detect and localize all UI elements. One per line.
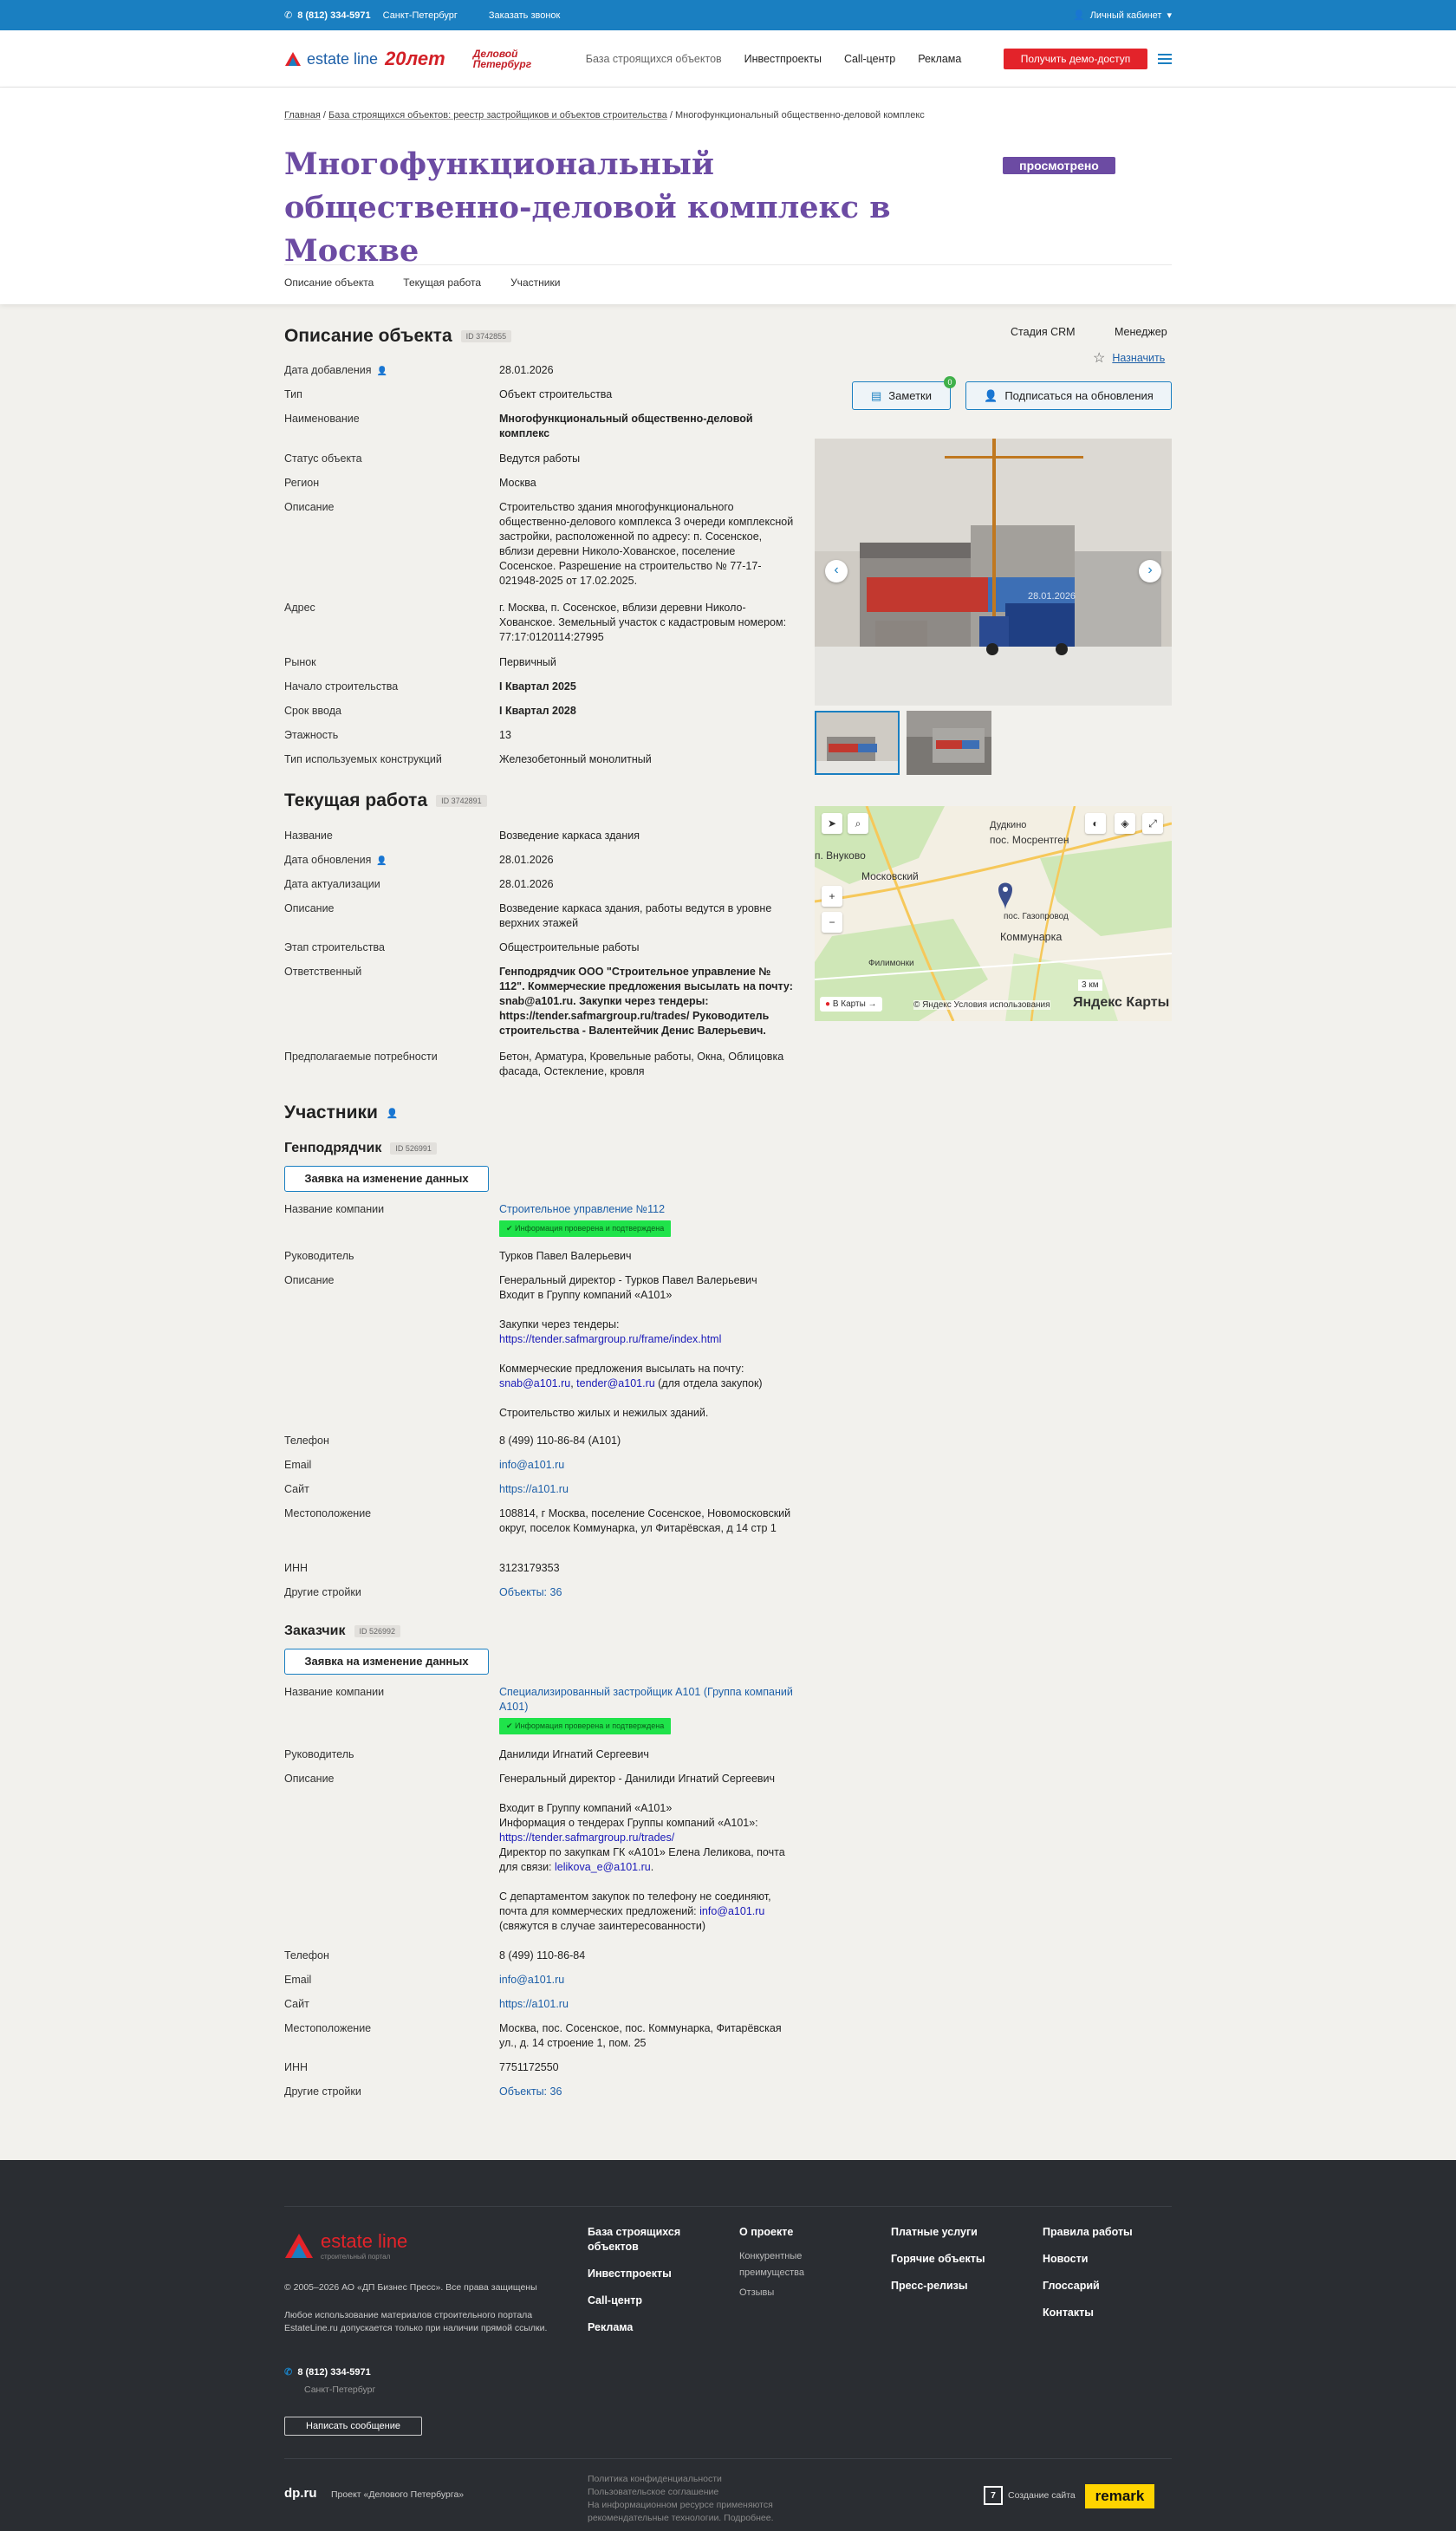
row-label: Руководитель: [284, 1748, 354, 1760]
photo-prev-button[interactable]: ‹: [825, 560, 848, 582]
site-logo[interactable]: [284, 48, 445, 70]
verified-text: Информация проверена и подтверждена: [515, 1721, 665, 1730]
general-company-link[interactable]: Строительное управление №112: [499, 1203, 666, 1215]
menu-icon[interactable]: [1158, 54, 1172, 64]
desc-line: (свяжутся в случае заинтересованности): [499, 1920, 705, 1932]
row-label: Тип используемых конструкций: [284, 753, 442, 765]
object-id: ID 3742855: [461, 330, 512, 342]
footer-link[interactable]: Реклама: [588, 2321, 634, 2333]
footer-legal: [588, 2473, 813, 2525]
footer-link[interactable]: Горячие объекты: [891, 2253, 985, 2265]
nav-base[interactable]: База строящихся объектов: [585, 53, 722, 65]
row-value: Ведутся работы: [499, 452, 581, 465]
row-label: Дата обновления: [284, 854, 372, 866]
row-value: г. Москва, п. Сосенское, вблизи деревни Николо-Хованское. Земельный участок с кадастровым номером: 77:17:0120114:27995: [499, 602, 787, 643]
footer-link[interactable]: О проекте: [739, 2226, 794, 2238]
row-label: Название: [284, 830, 333, 842]
footer-link[interactable]: Платные услуги: [891, 2226, 978, 2238]
row-value: Первичный: [499, 656, 556, 668]
tender-link[interactable]: https://tender.safmargroup.ru/trades/: [499, 1832, 675, 1844]
creator-text: Создание сайта: [1008, 2490, 1076, 2501]
row-label: Руководитель: [284, 1250, 354, 1262]
desc-line: Коммерческие предложения высылать на почту:: [499, 1363, 744, 1375]
footer-logo[interactable]: [284, 2230, 407, 2261]
row-value: Турков Павел Валерьевич: [499, 1250, 632, 1262]
row-label: Описание: [284, 501, 335, 513]
verified-badge: ✔ Информация проверена и подтверждена: [499, 1220, 671, 1237]
row-label: Описание: [284, 1773, 335, 1785]
star-icon[interactable]: ☆: [1093, 351, 1106, 366]
row-value: Железобетонный монолитный: [499, 753, 652, 765]
row-value: Данилиди Игнатий Сергеевич: [499, 1748, 649, 1760]
map-scale: 3 км: [1078, 979, 1102, 991]
row-value: 28.01.2026: [499, 364, 554, 376]
general-title: [284, 1141, 437, 1156]
person-icon: 👤: [376, 367, 387, 376]
notes-count-badge: 0: [944, 376, 956, 388]
row-label: Срок ввода: [284, 705, 341, 717]
row-label: Дата добавления: [284, 364, 372, 376]
zoom-out-button[interactable]: −: [822, 912, 842, 933]
open-in-maps-button[interactable]: [820, 997, 882, 1012]
user-icon: 👤: [1073, 10, 1085, 21]
footer-phone[interactable]: [284, 2366, 371, 2378]
footer-notice: Любое использование материалов строительного портала EstateLine.ru допускается только при наличии прямой ссылки.: [284, 2310, 548, 2333]
row-value: Генподрядчик ООО "Строительное управление № 112". Коммерческие предложения высылать на почту: snab@a101.ru. Закупки через тендеры: https://tender.safmargroup.ru/trades/ Руководитель строительства - Валентейчик Денис Валерьевич.: [499, 966, 793, 1037]
desc-line: Закупки через тендеры:: [499, 1318, 620, 1331]
dp-text: Проект «Делового Петербурга»: [331, 2489, 465, 2500]
work-id: ID 3742891: [436, 795, 487, 807]
participants-section-title: [284, 1103, 399, 1123]
tender-email-link[interactable]: tender@a101.ru: [576, 1377, 655, 1389]
request-change-button[interactable]: Заявка на изменение данных: [284, 1649, 489, 1675]
row-label: Сайт: [284, 1998, 309, 2010]
info-email-link[interactable]: info@a101.ru: [699, 1905, 765, 1917]
footer-link[interactable]: Пресс-релизы: [891, 2280, 968, 2292]
row-label: Наименование: [284, 413, 360, 425]
row-label: Другие стройки: [284, 2085, 361, 2098]
top-phone[interactable]: 8 (812) 334-5971: [297, 10, 371, 21]
row-value: Бетон, Арматура, Кровельные работы, Окна, Облицовка фасада, Остекление, кровля: [499, 1051, 784, 1077]
verified-badge: ✔ Информация проверена и подтверждена: [499, 1718, 671, 1734]
footer-link[interactable]: Конкурентные преимущества: [739, 2251, 804, 2278]
footer-divider: [284, 2206, 1172, 2207]
row-value: 28.01.2026: [499, 854, 554, 866]
map-label: Московский: [861, 870, 919, 882]
privacy-link[interactable]: Политика конфиденциальности: [588, 2474, 722, 2484]
creator-link[interactable]: [984, 2486, 1076, 2505]
row-label: Ответственный: [284, 966, 362, 978]
assign-link[interactable]: [1093, 349, 1165, 367]
breadcrumb: Главная / База строящихся объектов: реестр застройщиков и объектов строительства / Многофункциональный общественно-деловой комплекс: [284, 110, 925, 120]
footer-link[interactable]: Новости: [1043, 2253, 1089, 2265]
map-terms[interactable]: © Яндекс Условия использования: [913, 1000, 1050, 1010]
email-link[interactable]: info@a101.ru: [499, 1974, 565, 1986]
row-value: Объект строительства: [499, 388, 613, 400]
object-section-title: [284, 326, 511, 347]
cabinet-label: Личный кабинет: [1089, 10, 1162, 21]
page-title: Многофункциональный общественно-деловой комплекс в Москве: [284, 146, 891, 269]
row-value: I Квартал 2025: [499, 680, 576, 693]
request-change-button[interactable]: Заявка на изменение данных: [284, 1166, 489, 1192]
section-tabs: [284, 264, 1172, 289]
footer-divider: [284, 2458, 1172, 2459]
manager-label: Менеджер: [1115, 326, 1167, 338]
map-label: Дудкино: [990, 820, 1027, 830]
work-section-title: [284, 791, 487, 811]
map-pin-icon: ●: [825, 999, 831, 1009]
email-link[interactable]: info@a101.ru: [499, 1459, 565, 1471]
partner-logo[interactable]: Деловой Петербург: [472, 48, 532, 70]
traffic-icon[interactable]: ◐: [1085, 813, 1106, 834]
customer-title: [284, 1623, 400, 1639]
row-label: Другие стройки: [284, 1586, 361, 1598]
row-label: Email: [284, 1974, 312, 1986]
verified-text: Информация проверена и подтверждена: [515, 1224, 665, 1233]
snab-email-link[interactable]: snab@a101.ru: [499, 1377, 571, 1389]
viewed-badge: просмотрено: [1003, 157, 1115, 174]
crm-stage[interactable]: Стадия CRM: [1011, 326, 1076, 338]
demo-button[interactable]: Получить демо-доступ: [1004, 49, 1147, 69]
footer-link[interactable]: Правила работы: [1043, 2226, 1133, 2238]
zoom-in-button[interactable]: +: [822, 886, 842, 907]
site-header: [0, 30, 1456, 88]
row-value: Москва: [499, 477, 536, 489]
row-label: Регион: [284, 477, 320, 489]
footer-col-1: [588, 2225, 718, 2335]
desc-line: С департаментом закупок по телефону не соединяют, почта для коммерческих предложений:: [499, 1890, 771, 1917]
customer-company-link[interactable]: Специализированный застройщик А101 (Группа компаний А101): [499, 1686, 793, 1713]
row-label: Статус объекта: [284, 452, 362, 465]
row-value: I Квартал 2028: [499, 705, 576, 717]
footer-link[interactable]: Глоссарий: [1043, 2280, 1100, 2292]
main-nav: [586, 53, 962, 65]
row-value: 8 (499) 110-86-84: [499, 1949, 586, 1962]
row-label: Название компании: [284, 1203, 385, 1215]
customer-id: ID 526992: [354, 1625, 401, 1637]
desc-line: (для отдела закупок): [654, 1377, 763, 1389]
row-value: Строительство здания многофункционального общественно-делового комплекса 3 очереди комплексной застройки, расположенной по адресу: п. Сосенское, вблизи деревни Николо-Хованское, поселение Сосенское. Разрешение на строительство № 77-17-021948-2025 от 17.02.2025.: [499, 501, 794, 587]
row-label: Местоположение: [284, 1507, 372, 1519]
row-value: 3123179353: [499, 1562, 560, 1574]
row-value: Москва, пос. Сосенское, пос. Коммунарка, Фитарёвская ул., д. 14 строение 1, пом. 25: [499, 2022, 782, 2049]
person-icon: 👤: [376, 856, 387, 866]
remark-logo[interactable]: remark: [1085, 2484, 1154, 2508]
house-logo-icon: [284, 51, 302, 67]
footer-copyright: © 2005–2026 АО «ДП Бизнес Пресс». Все права защищены: [284, 2282, 537, 2293]
search-icon[interactable]: ⌕: [848, 813, 868, 834]
layers-icon[interactable]: ◈: [1115, 813, 1135, 834]
tab-object[interactable]: Описание объекта: [284, 277, 374, 289]
chevron-down-icon: ▾: [1167, 10, 1172, 21]
row-value: Многофункциональный общественно-деловой комплекс: [499, 413, 753, 439]
photo-thumb-1[interactable]: [815, 711, 900, 775]
terms-link[interactable]: Пользовательское соглашение: [588, 2487, 719, 2497]
desc-line: Директор по закупкам ГК «А101» Елена Леликова, почта для связи:: [499, 1846, 785, 1873]
footer-link[interactable]: База строящихся объектов: [588, 2226, 681, 2253]
general-description: [499, 1273, 794, 1421]
notes-button[interactable]: [852, 381, 951, 410]
row-label: Этап строительства: [284, 941, 385, 953]
map-label: пос. Газопровод: [1004, 912, 1069, 921]
legal-text: На информационном ресурсе применяются: [588, 2500, 773, 2510]
location-map[interactable]: [815, 806, 1172, 1021]
logo-years: 20лет: [385, 48, 445, 69]
construction-photo: [815, 439, 1172, 706]
nav-ads[interactable]: Реклама: [918, 53, 962, 65]
row-label: Начало строительства: [284, 680, 399, 693]
row-value: 8 (499) 110-86-84 (А101): [499, 1435, 621, 1447]
photo-thumb-2[interactable]: [907, 711, 991, 775]
hero-block: [0, 88, 1456, 304]
site-link[interactable]: https://a101.ru: [499, 1483, 569, 1495]
row-label: Название компании: [284, 1686, 385, 1698]
general-id: ID 526991: [390, 1142, 437, 1155]
row-label: Телефон: [284, 1949, 329, 1962]
row-label: Телефон: [284, 1435, 329, 1447]
nav-callcenter[interactable]: Call-центр: [843, 53, 896, 65]
footer-col-3: [891, 2225, 1021, 2294]
desc-line: Входит в Группу компаний «А101»: [499, 1802, 673, 1814]
row-label: Этажность: [284, 729, 339, 741]
row-value: 13: [499, 729, 511, 741]
phone-icon: ✆: [284, 2367, 293, 2378]
creator-logo-icon: 7: [984, 2486, 1003, 2505]
site-link[interactable]: https://a101.ru: [499, 1998, 569, 2010]
customer-title-text: Заказчик: [284, 1623, 346, 1638]
phone-icon: ✆: [284, 10, 293, 21]
lelikova-email-link[interactable]: lelikova_e@a101.ru: [555, 1861, 651, 1873]
subscribe-button[interactable]: [965, 381, 1172, 410]
locate-icon[interactable]: ➤: [822, 813, 842, 834]
breadcrumb-current: Многофункциональный общественно-деловой комплекс: [674, 110, 925, 120]
footer-link[interactable]: Отзывы: [739, 2287, 775, 2298]
object-photo[interactable]: [815, 439, 1172, 706]
assign-label: Назначить: [1112, 352, 1166, 364]
row-value: 28.01.2026: [499, 878, 554, 890]
row-label: ИНН: [284, 1562, 309, 1574]
person-icon: 👤: [386, 1108, 399, 1119]
desc-separator: ,: [570, 1377, 577, 1389]
row-label: Email: [284, 1459, 312, 1471]
breadcrumb-home[interactable]: Главная: [284, 110, 321, 120]
cabinet-link[interactable]: [1073, 10, 1172, 21]
write-message-button[interactable]: Написать сообщение: [284, 2417, 422, 2436]
fullscreen-icon[interactable]: ⤢: [1142, 813, 1163, 834]
breadcrumb-base[interactable]: База строящихся объектов: реестр застройщиков и объектов строительства: [328, 110, 667, 120]
row-label: Сайт: [284, 1483, 309, 1495]
photo-date: 28.01.2026: [1028, 591, 1076, 602]
row-label: Тип: [284, 388, 302, 400]
map-label: пос. Мосрентген: [990, 834, 1069, 846]
tab-participants[interactable]: Участники: [510, 277, 561, 289]
tender-link[interactable]: https://tender.safmargroup.ru/frame/index.html: [499, 1333, 722, 1345]
notes-label: Заметки: [888, 389, 933, 402]
row-label: Предполагаемые потребности: [284, 1051, 438, 1063]
map-label: Филимонки: [868, 959, 914, 968]
object-title: Описание объекта: [284, 326, 452, 346]
desc-line: Входит в Группу компаний «А101»: [499, 1289, 673, 1301]
row-label: ИНН: [284, 2061, 309, 2073]
other-objects-link[interactable]: Объекты: 36: [499, 2085, 562, 2098]
row-label: Дата актуализации: [284, 878, 380, 890]
logo-text: estate line: [307, 49, 379, 68]
map-label: п. Внуково: [815, 849, 866, 862]
other-objects-link[interactable]: Объекты: 36: [499, 1586, 562, 1598]
customer-description: Генеральный директор - Данилиди Игнатий Сергеевич Входит в Группу компаний «А101» Информация о тендерах Группы компаний «А101»: https://tender.safmargroup.ru/trades/ Директор по закупкам ГК «А101» Елена Леликова, почта для связи: lelikova_e@a101.ru. С департаментом закупок по телефону не соединяют, почта для коммерческих предложений: info@a101.ru (свяжутся в случае заинтересованности): [499, 1773, 785, 1932]
row-value: Возведение каркаса здания, работы ведутся в уровне верхних этажей: [499, 902, 772, 929]
note-icon: ▤: [870, 388, 882, 402]
row-label: Рынок: [284, 656, 316, 668]
row-value: Возведение каркаса здания: [499, 830, 640, 842]
subscribe-label: Подписаться на обновления: [1004, 389, 1154, 402]
footer-city: Санкт-Петербург: [304, 2385, 376, 2395]
footer-logo-sub: строительный портал: [321, 2253, 391, 2261]
map-label: Коммунарка: [1000, 931, 1063, 943]
top-bar: [0, 0, 1456, 30]
legal-text[interactable]: рекомендательные технологии. Подробнее.: [588, 2513, 774, 2523]
participants-title: Участники: [284, 1103, 378, 1122]
row-label: Местоположение: [284, 2022, 372, 2034]
tab-work[interactable]: Текущая работа: [403, 277, 482, 289]
top-city[interactable]: Санкт-Петербург: [382, 10, 458, 21]
desc-line: Информация о тендерах Группы компаний «А101»:: [499, 1817, 758, 1829]
row-label: Описание: [284, 1274, 335, 1286]
house-logo-icon: [284, 2233, 314, 2259]
row-value: 108814, г Москва, поселение Сосенское, Новомосковский округ, поселок Коммунарка, ул Фитарёвская, д 14 стр 1: [499, 1507, 791, 1534]
open-maps-label: В Карты →: [832, 999, 877, 1009]
row-label: Адрес: [284, 602, 315, 614]
nav-invest[interactable]: Инвестпроекты: [744, 53, 822, 65]
desc-line: Строительство жилых и нежилых зданий.: [499, 1407, 709, 1419]
footer-logo-text: estate line: [321, 2230, 408, 2252]
footer-phone-number: 8 (812) 334-5971: [297, 2367, 371, 2378]
row-value: Общестроительные работы: [499, 941, 640, 953]
desc-line: Генеральный директор - Турков Павел Валерьевич: [499, 1274, 757, 1286]
yandex-maps-logo[interactable]: Яндекс Карты: [1073, 995, 1170, 1010]
footer-col-2: [739, 2225, 852, 2301]
row-label: Описание: [284, 902, 335, 914]
work-title: Текущая работа: [284, 791, 428, 810]
footer-col-4: [1043, 2225, 1173, 2320]
desc-line: Генеральный директор - Данилиди Игнатий Сергеевич: [499, 1773, 776, 1785]
row-value: 7751172550: [499, 2061, 559, 2073]
dp-logo[interactable]: dp.ru: [284, 2486, 317, 2501]
general-title-text: Генподрядчик: [284, 1141, 382, 1155]
photo-next-button[interactable]: ›: [1139, 560, 1161, 582]
footer-link[interactable]: Инвестпроекты: [588, 2267, 672, 2280]
callback-link[interactable]: Заказать звонок: [488, 10, 561, 21]
footer-link[interactable]: Контакты: [1043, 2307, 1094, 2319]
person-add-icon: 👤: [984, 388, 998, 402]
footer-link[interactable]: Call-центр: [588, 2294, 643, 2307]
